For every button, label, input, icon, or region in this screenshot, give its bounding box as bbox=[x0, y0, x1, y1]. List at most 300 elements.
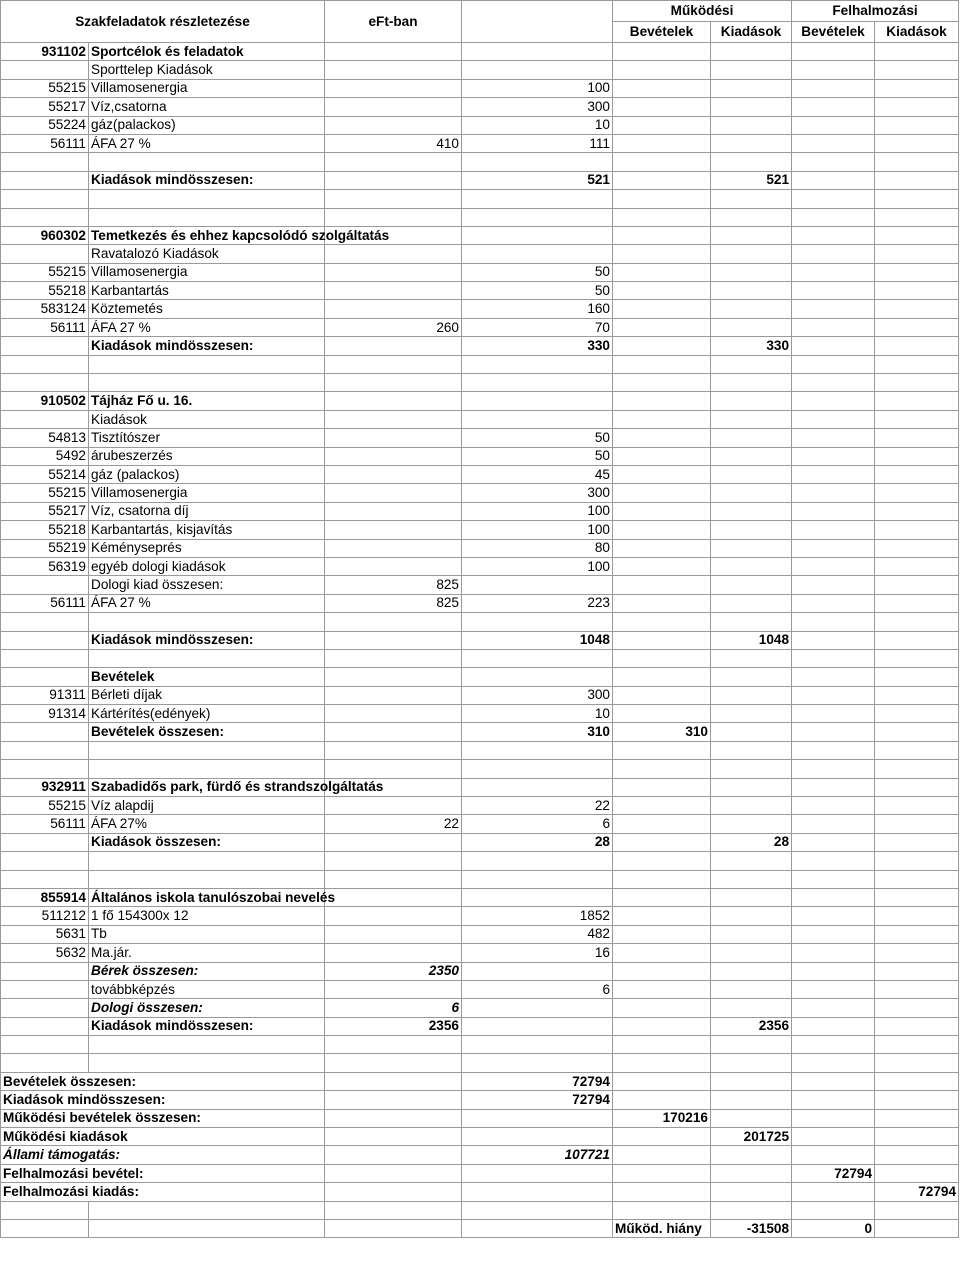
cell-f bbox=[875, 576, 959, 594]
row-code bbox=[1, 999, 89, 1017]
table-row bbox=[1, 263, 959, 281]
table-row bbox=[1, 962, 959, 980]
cell-c bbox=[613, 797, 711, 815]
row-label: gáz(palackos) bbox=[89, 116, 325, 134]
cell-a bbox=[325, 171, 462, 189]
cell-c bbox=[613, 447, 711, 465]
summary-label: Állami támogatás: bbox=[1, 1146, 325, 1164]
cell-a bbox=[325, 263, 462, 281]
cell-e bbox=[792, 557, 875, 575]
cell-f bbox=[875, 79, 959, 97]
header-bevetelek-felhalmozasi: Bevételek bbox=[792, 22, 875, 43]
cell-d bbox=[711, 465, 792, 483]
cell-f bbox=[875, 760, 959, 778]
table-row bbox=[1, 1036, 959, 1054]
cell-b bbox=[462, 153, 613, 171]
cell-b: 28 bbox=[462, 833, 613, 851]
cell-c bbox=[613, 1128, 711, 1146]
table-row bbox=[1, 686, 959, 704]
cell-e bbox=[792, 153, 875, 171]
cell-b: 22 bbox=[462, 797, 613, 815]
cell-f bbox=[875, 1201, 959, 1219]
summary-label: Működési kiadások bbox=[1, 1128, 325, 1146]
cell-a: 260 bbox=[325, 318, 462, 336]
row-label: Sporttelep Kiadások bbox=[89, 61, 325, 79]
cell-c bbox=[613, 944, 711, 962]
cell-a bbox=[325, 557, 462, 575]
cell-d bbox=[711, 649, 792, 667]
cell-a bbox=[325, 429, 462, 447]
row-code bbox=[1, 190, 89, 208]
row-code bbox=[1, 576, 89, 594]
cell-b: 50 bbox=[462, 429, 613, 447]
table-row bbox=[1, 870, 959, 888]
cell-f bbox=[875, 613, 959, 631]
table-row bbox=[1, 1183, 959, 1201]
cell-b: 100 bbox=[462, 502, 613, 520]
cell-c bbox=[613, 79, 711, 97]
cell-b bbox=[462, 870, 613, 888]
cell-f bbox=[875, 557, 959, 575]
cell-d bbox=[711, 852, 792, 870]
cell-f bbox=[875, 1036, 959, 1054]
cell-c bbox=[613, 521, 711, 539]
cell-b: 50 bbox=[462, 447, 613, 465]
row-label bbox=[89, 1220, 325, 1238]
cell-b: 70 bbox=[462, 318, 613, 336]
cell-f bbox=[875, 447, 959, 465]
cell-e bbox=[792, 852, 875, 870]
row-code: 5631 bbox=[1, 925, 89, 943]
cell-e bbox=[792, 1109, 875, 1127]
cell-f bbox=[875, 208, 959, 226]
cell-c bbox=[613, 962, 711, 980]
cell-b bbox=[462, 1164, 613, 1182]
row-code: 55215 bbox=[1, 79, 89, 97]
row-label: Kiadások mindösszesen: bbox=[89, 1017, 325, 1035]
cell-a bbox=[325, 723, 462, 741]
cell-b bbox=[462, 61, 613, 79]
cell-f bbox=[875, 852, 959, 870]
row-label: ÁFA 27% bbox=[89, 815, 325, 833]
summary-label: Kiadások mindösszesen: bbox=[1, 1091, 325, 1109]
row-label bbox=[89, 760, 325, 778]
cell-d bbox=[711, 282, 792, 300]
cell-a bbox=[325, 760, 462, 778]
row-label: Kiadások mindösszesen: bbox=[89, 171, 325, 189]
row-label: Bevételek bbox=[89, 668, 325, 686]
cell-b bbox=[462, 649, 613, 667]
cell-b bbox=[462, 226, 613, 244]
cell-c bbox=[613, 649, 711, 667]
row-label: Karbantartás, kisjavítás bbox=[89, 521, 325, 539]
cell-d bbox=[711, 355, 792, 373]
cell-b bbox=[462, 962, 613, 980]
cell-f bbox=[875, 245, 959, 263]
cell-a bbox=[325, 1109, 462, 1127]
row-code: 511212 bbox=[1, 907, 89, 925]
row-label: Villamosenergia bbox=[89, 484, 325, 502]
cell-e bbox=[792, 208, 875, 226]
cell-b bbox=[462, 1201, 613, 1219]
cell-d: 521 bbox=[711, 171, 792, 189]
cell-a bbox=[325, 1128, 462, 1146]
table-row bbox=[1, 300, 959, 318]
row-code bbox=[1, 1054, 89, 1072]
cell-c bbox=[613, 539, 711, 557]
header-bevetelek-mukodesi: Bevételek bbox=[613, 22, 711, 43]
cell-a bbox=[325, 1220, 462, 1238]
cell-e bbox=[792, 300, 875, 318]
cell-f bbox=[875, 226, 959, 244]
cell-d: 201725 bbox=[711, 1128, 792, 1146]
row-label: árubeszerzés bbox=[89, 447, 325, 465]
summary-label: Bevételek összesen: bbox=[1, 1072, 325, 1090]
row-label bbox=[89, 1201, 325, 1219]
cell-c bbox=[613, 741, 711, 759]
cell-e bbox=[792, 778, 875, 796]
header-title: Szakfeladatok részletezése bbox=[1, 1, 325, 43]
cell-a bbox=[325, 1164, 462, 1182]
table-row bbox=[1, 888, 959, 906]
table-row bbox=[1, 245, 959, 263]
row-code: 56111 bbox=[1, 134, 89, 152]
row-code bbox=[1, 870, 89, 888]
table-row bbox=[1, 539, 959, 557]
row-code: 55217 bbox=[1, 502, 89, 520]
cell-e bbox=[792, 833, 875, 851]
table-row bbox=[1, 1091, 959, 1109]
cell-a: 6 bbox=[325, 999, 462, 1017]
cell-c bbox=[613, 925, 711, 943]
cell-e: 72794 bbox=[792, 1164, 875, 1182]
cell-f bbox=[875, 649, 959, 667]
table-row bbox=[1, 741, 959, 759]
cell-e bbox=[792, 1091, 875, 1109]
hiany-value: -31508 bbox=[711, 1220, 792, 1238]
cell-d bbox=[711, 300, 792, 318]
cell-c bbox=[613, 171, 711, 189]
summary-label: Működési bevételek összesen: bbox=[1, 1109, 325, 1127]
table-row bbox=[1, 392, 959, 410]
table-row bbox=[1, 447, 959, 465]
header-felhalmozasi: Felhalmozási bbox=[792, 1, 959, 22]
cell-a bbox=[325, 539, 462, 557]
cell-a bbox=[325, 705, 462, 723]
cell-a bbox=[325, 502, 462, 520]
row-code: 55224 bbox=[1, 116, 89, 134]
cell-f bbox=[875, 61, 959, 79]
row-label bbox=[89, 852, 325, 870]
row-label: Temetkezés és ehhez kapcsolódó szolgáltatás bbox=[89, 226, 325, 244]
cell-e bbox=[792, 888, 875, 906]
row-label: Kiadások mindösszesen: bbox=[89, 337, 325, 355]
header-kiadasok-felhalmozasi: Kiadások bbox=[875, 22, 959, 43]
cell-b: 1048 bbox=[462, 631, 613, 649]
row-label: Ma.jár. bbox=[89, 944, 325, 962]
cell-c bbox=[613, 1054, 711, 1072]
cell-d bbox=[711, 79, 792, 97]
table-row bbox=[1, 318, 959, 336]
cell-d bbox=[711, 705, 792, 723]
table-row bbox=[1, 815, 959, 833]
row-code: 56111 bbox=[1, 318, 89, 336]
cell-b: 111 bbox=[462, 134, 613, 152]
cell-a: 825 bbox=[325, 594, 462, 612]
cell-b bbox=[462, 374, 613, 392]
cell-f bbox=[875, 282, 959, 300]
cell-c bbox=[613, 980, 711, 998]
row-code: 55215 bbox=[1, 263, 89, 281]
row-code: 910502 bbox=[1, 392, 89, 410]
cell-f bbox=[875, 925, 959, 943]
cell-b bbox=[462, 613, 613, 631]
cell-b bbox=[462, 410, 613, 428]
cell-b bbox=[462, 576, 613, 594]
cell-f bbox=[875, 594, 959, 612]
cell-f bbox=[875, 116, 959, 134]
cell-e bbox=[792, 594, 875, 612]
cell-c bbox=[613, 760, 711, 778]
cell-e bbox=[792, 1036, 875, 1054]
cell-e bbox=[792, 318, 875, 336]
cell-e bbox=[792, 815, 875, 833]
cell-f bbox=[875, 521, 959, 539]
row-code bbox=[1, 1017, 89, 1035]
cell-a bbox=[325, 465, 462, 483]
cell-d bbox=[711, 1091, 792, 1109]
cell-d bbox=[711, 539, 792, 557]
cell-b: 160 bbox=[462, 300, 613, 318]
cell-e bbox=[792, 465, 875, 483]
cell-b: 107721 bbox=[462, 1146, 613, 1164]
row-code bbox=[1, 153, 89, 171]
cell-d bbox=[711, 557, 792, 575]
cell-c bbox=[613, 999, 711, 1017]
cell-a bbox=[325, 300, 462, 318]
cell-f bbox=[875, 1091, 959, 1109]
cell-b: 45 bbox=[462, 465, 613, 483]
cell-c: 310 bbox=[613, 723, 711, 741]
row-code bbox=[1, 631, 89, 649]
cell-e bbox=[792, 392, 875, 410]
table-row bbox=[1, 907, 959, 925]
table-row bbox=[1, 43, 959, 61]
cell-b: 300 bbox=[462, 686, 613, 704]
cell-a bbox=[325, 741, 462, 759]
cell-a bbox=[325, 245, 462, 263]
cell-c bbox=[613, 1164, 711, 1182]
cell-d bbox=[711, 613, 792, 631]
cell-d bbox=[711, 723, 792, 741]
cell-a bbox=[325, 374, 462, 392]
cell-f bbox=[875, 668, 959, 686]
cell-a: 2350 bbox=[325, 962, 462, 980]
cell-a bbox=[325, 907, 462, 925]
cell-c bbox=[613, 888, 711, 906]
cell-a bbox=[325, 797, 462, 815]
row-label: ÁFA 27 % bbox=[89, 318, 325, 336]
row-label: Tisztítószer bbox=[89, 429, 325, 447]
cell-a bbox=[325, 1054, 462, 1072]
cell-f bbox=[875, 355, 959, 373]
cell-c bbox=[613, 1201, 711, 1219]
table-row bbox=[1, 980, 959, 998]
cell-c bbox=[613, 43, 711, 61]
cell-f bbox=[875, 686, 959, 704]
table-row bbox=[1, 999, 959, 1017]
cell-e bbox=[792, 999, 875, 1017]
cell-b bbox=[462, 355, 613, 373]
cell-c bbox=[613, 429, 711, 447]
table-row bbox=[1, 521, 959, 539]
cell-b: 482 bbox=[462, 925, 613, 943]
row-label bbox=[89, 355, 325, 373]
cell-d bbox=[711, 1164, 792, 1182]
cell-a bbox=[325, 43, 462, 61]
cell-a bbox=[325, 98, 462, 116]
row-code: 55218 bbox=[1, 521, 89, 539]
row-code: 55214 bbox=[1, 465, 89, 483]
cell-d bbox=[711, 888, 792, 906]
cell-e bbox=[792, 760, 875, 778]
cell-c bbox=[613, 374, 711, 392]
table-row bbox=[1, 852, 959, 870]
cell-a bbox=[325, 447, 462, 465]
row-code bbox=[1, 962, 89, 980]
cell-d bbox=[711, 999, 792, 1017]
cell-c bbox=[613, 282, 711, 300]
row-label: Víz alapdij bbox=[89, 797, 325, 815]
cell-e bbox=[792, 245, 875, 263]
cell-e bbox=[792, 1183, 875, 1201]
cell-b: 6 bbox=[462, 980, 613, 998]
cell-e bbox=[792, 190, 875, 208]
cell-f bbox=[875, 502, 959, 520]
cell-c bbox=[613, 263, 711, 281]
cell-a bbox=[325, 190, 462, 208]
cell-f bbox=[875, 1109, 959, 1127]
row-label bbox=[89, 153, 325, 171]
cell-b: 100 bbox=[462, 521, 613, 539]
cell-b bbox=[462, 741, 613, 759]
row-label bbox=[89, 1054, 325, 1072]
cell-f bbox=[875, 980, 959, 998]
cell-c bbox=[613, 153, 711, 171]
cell-d bbox=[711, 686, 792, 704]
table-row bbox=[1, 134, 959, 152]
cell-a bbox=[325, 1072, 462, 1090]
cell-d bbox=[711, 741, 792, 759]
cell-e bbox=[792, 484, 875, 502]
cell-a bbox=[325, 925, 462, 943]
row-code bbox=[1, 61, 89, 79]
cell-a bbox=[325, 944, 462, 962]
row-label bbox=[89, 1036, 325, 1054]
cell-b bbox=[462, 668, 613, 686]
row-label bbox=[89, 613, 325, 631]
cell-d bbox=[711, 870, 792, 888]
cell-f bbox=[875, 98, 959, 116]
cell-b: 330 bbox=[462, 337, 613, 355]
cell-e bbox=[792, 1201, 875, 1219]
cell-e bbox=[792, 355, 875, 373]
cell-c bbox=[613, 190, 711, 208]
cell-a bbox=[325, 79, 462, 97]
cell-e bbox=[792, 429, 875, 447]
row-code bbox=[1, 723, 89, 741]
cell-d bbox=[711, 116, 792, 134]
cell-c bbox=[613, 61, 711, 79]
row-label bbox=[89, 741, 325, 759]
table-row bbox=[1, 1146, 959, 1164]
row-code bbox=[1, 374, 89, 392]
cell-b: 10 bbox=[462, 116, 613, 134]
cell-a bbox=[325, 668, 462, 686]
cell-d bbox=[711, 760, 792, 778]
cell-a bbox=[325, 337, 462, 355]
row-label: Kiadások mindösszesen: bbox=[89, 631, 325, 649]
cell-f bbox=[875, 944, 959, 962]
cell-b bbox=[462, 1036, 613, 1054]
cell-f bbox=[875, 43, 959, 61]
table-row bbox=[1, 705, 959, 723]
cell-d bbox=[711, 190, 792, 208]
cell-d bbox=[711, 429, 792, 447]
table-row bbox=[1, 925, 959, 943]
table-row bbox=[1, 61, 959, 79]
table-row bbox=[1, 337, 959, 355]
table-row bbox=[1, 374, 959, 392]
cell-f bbox=[875, 539, 959, 557]
row-code bbox=[1, 613, 89, 631]
cell-f bbox=[875, 190, 959, 208]
cell-d: 1048 bbox=[711, 631, 792, 649]
cell-e bbox=[792, 686, 875, 704]
cell-d: 28 bbox=[711, 833, 792, 851]
cell-c bbox=[613, 833, 711, 851]
cell-f bbox=[875, 888, 959, 906]
cell-f bbox=[875, 374, 959, 392]
table-row bbox=[1, 631, 959, 649]
table-row bbox=[1, 190, 959, 208]
cell-b bbox=[462, 245, 613, 263]
table-row bbox=[1, 484, 959, 502]
cell-e bbox=[792, 1146, 875, 1164]
row-code bbox=[1, 410, 89, 428]
cell-c bbox=[613, 502, 711, 520]
row-label: Szabadidős park, fürdő és strandszolgáltatás bbox=[89, 778, 325, 796]
cell-c bbox=[613, 668, 711, 686]
cell-d bbox=[711, 43, 792, 61]
row-label: továbbképzés bbox=[89, 980, 325, 998]
cell-e bbox=[792, 705, 875, 723]
row-label: gáz (palackos) bbox=[89, 465, 325, 483]
cell-a bbox=[325, 631, 462, 649]
cell-f bbox=[875, 705, 959, 723]
cell-d bbox=[711, 907, 792, 925]
table-row bbox=[1, 282, 959, 300]
cell-a: 410 bbox=[325, 134, 462, 152]
cell-a bbox=[325, 852, 462, 870]
row-label: Általános iskola tanulószobai nevelés bbox=[89, 888, 325, 906]
cell-b bbox=[462, 1017, 613, 1035]
table-row bbox=[1, 429, 959, 447]
cell-a bbox=[325, 392, 462, 410]
cell-d bbox=[711, 392, 792, 410]
cell-c bbox=[613, 226, 711, 244]
cell-c bbox=[613, 1091, 711, 1109]
